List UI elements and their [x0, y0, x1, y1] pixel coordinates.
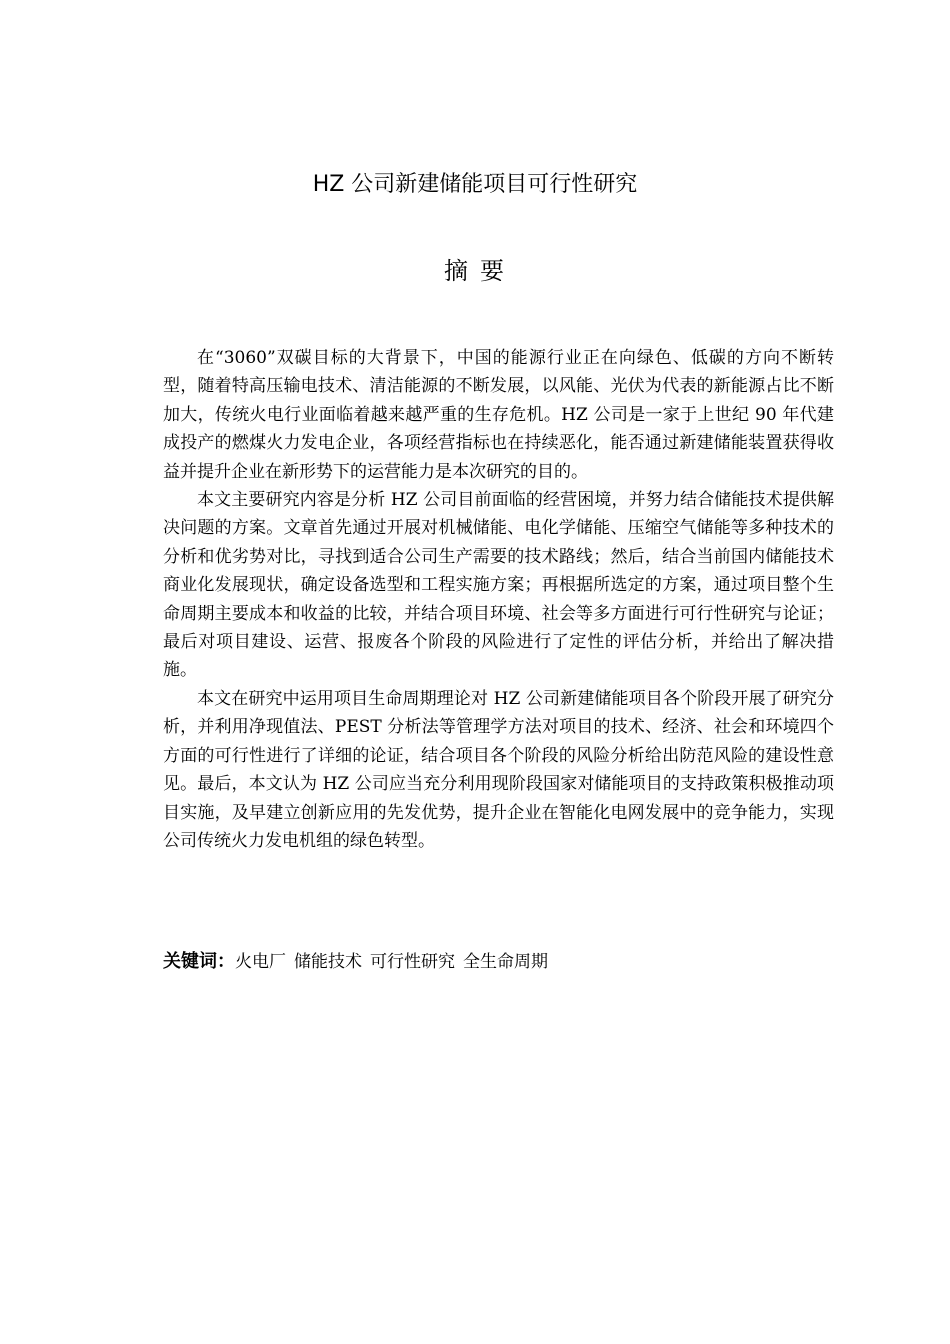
abstract-paragraph-1: 在“3060”双碳目标的大背景下，中国的能源行业正在向绿色、低碳的方向不断转型，随着特高压输电技术、清洁能源的不断发展，以风能、光伏为代表的新能源占比不断加大，传统火电行业面临着越来越严重的生存危机。HZ 公司是一家于上世纪 90 年代建成投产的燃煤火力发电企业，各项经营指标也在持续恶化，能否通过新建储能装置获得收益并提升企业在新形势下的运营能力是本次研究的目的。: [163, 348, 834, 482]
keyword-3: 可行性研究: [370, 952, 455, 972]
abstract-heading: 摘要: [444, 257, 516, 285]
document-title: HZ 公司新建储能项目可行性研究: [312, 172, 638, 197]
abstract-paragraph-2: 本文主要研究内容是分析 HZ 公司目前面临的经营困境，并努力结合储能技术提供解决问题的方案。文章首先通过开展对机械储能、电化学储能、压缩空气储能等多种技术的分析和优劣势对比，寻找到适合公司生产需要的技术路线；然后，结合当前国内储能技术商业化发展现状，确定设备选型和工程实施方案；再根据所选定的方案，通过项目整个生命周期主要成本和收益的比较，并结合项目环境、社会等多方面进行可行性研究与论证；最后对项目建设、运营、报废各个阶段的风险进行了定性的评估分析，并给出了解决措施。: [163, 490, 834, 681]
keywords-line: [163, 948, 834, 976]
keywords-label: 关键词：: [163, 951, 235, 972]
abstract-body: [163, 344, 834, 855]
keyword-2: 储能技术: [294, 952, 362, 972]
keyword-4: 全生命周期: [463, 952, 548, 972]
keyword-1: 火电厂: [235, 952, 286, 972]
abstract-paragraph-3: 本文在研究中运用项目生命周期理论对 HZ 公司新建储能项目各个阶段开展了研究分析，并利用净现值法、PEST 分析法等管理学方法对项目的技术、经济、社会和环境四个方面的可行性进行了详细的论证，结合项目各个阶段的风险分析给出防范风险的建设性意见。最后，本文认为 HZ 公司应当充分利用现阶段国家对储能项目的支持政策积极推动项目实施，及早建立创新应用的先发优势，提升企业在智能化电网发展中的竞争能力，实现公司传统火力发电机组的绿色转型。: [163, 688, 834, 851]
